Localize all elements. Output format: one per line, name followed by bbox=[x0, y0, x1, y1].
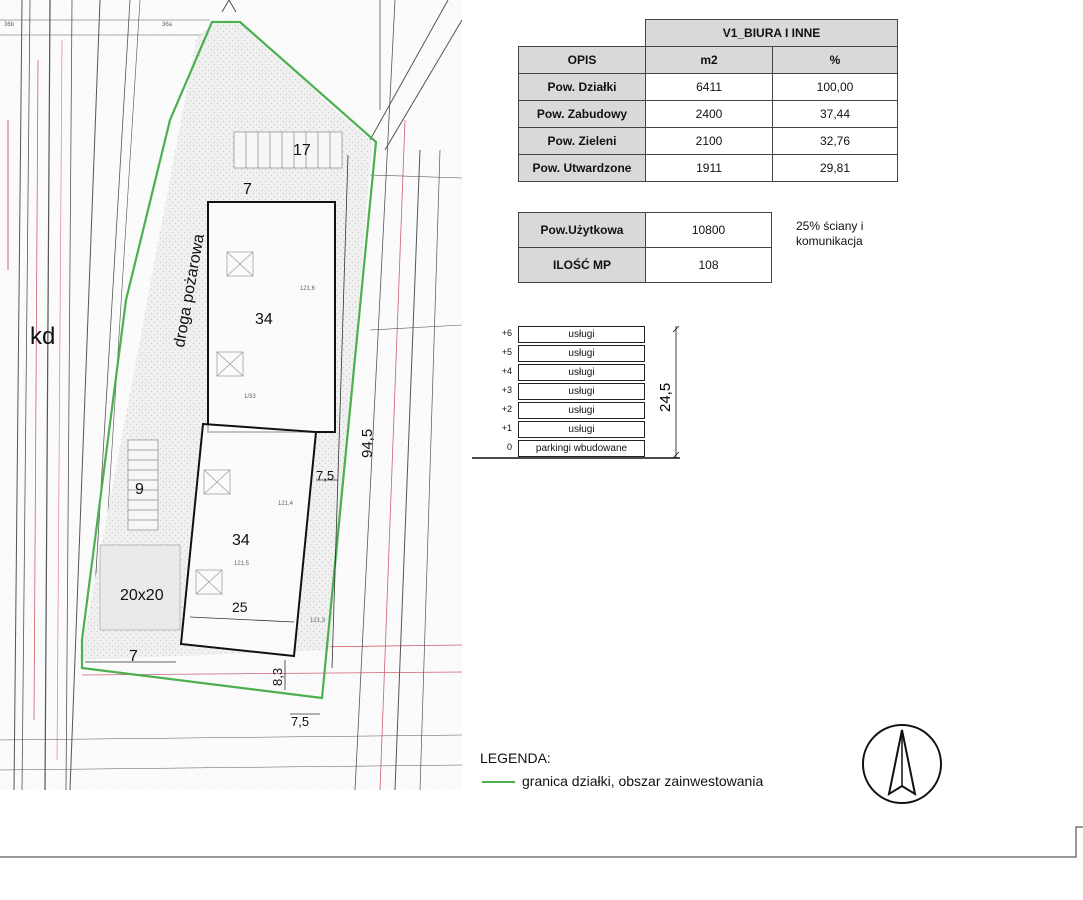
dim-setback-east: 7,5 bbox=[316, 468, 335, 483]
table-row bbox=[519, 128, 898, 155]
section-height-label: 24,5 bbox=[657, 382, 674, 412]
small-label: 121,5 bbox=[234, 561, 250, 567]
table-row bbox=[519, 248, 772, 283]
dim-setback-se: 7,5 bbox=[291, 714, 310, 729]
row-label: Pow. Zabudowy bbox=[519, 101, 646, 128]
square-label: 20x20 bbox=[120, 587, 164, 604]
table-row bbox=[519, 155, 898, 182]
small-label: 121,6 bbox=[300, 286, 316, 292]
floor-use: parkingi wbudowane bbox=[518, 440, 645, 457]
table-row bbox=[519, 213, 772, 248]
row-m2: 1911 bbox=[646, 155, 773, 182]
area-summary-table bbox=[518, 19, 898, 182]
floor-use: usługi bbox=[518, 402, 645, 419]
header-m2: m2 bbox=[646, 47, 773, 74]
walls-note-line2: komunikacja bbox=[796, 234, 863, 248]
dim-side-length: 94,5 bbox=[359, 428, 376, 458]
row-value: 108 bbox=[646, 248, 772, 283]
table-row bbox=[519, 101, 898, 128]
table-row bbox=[519, 74, 898, 101]
row-m2: 2400 bbox=[646, 101, 773, 128]
floor-level: +4 bbox=[501, 366, 512, 376]
fire-road-label: droga pożarowa bbox=[171, 232, 208, 349]
legend-line-swatch bbox=[482, 781, 515, 783]
road-label: kd bbox=[30, 323, 56, 350]
walls-note-line1: 25% ściany i bbox=[796, 219, 864, 233]
floor-level: +2 bbox=[501, 404, 512, 414]
floor-level: +1 bbox=[501, 423, 512, 433]
floor-use: usługi bbox=[518, 383, 645, 400]
floor-use: usługi bbox=[518, 364, 645, 381]
row-label: Pow. Działki bbox=[519, 74, 646, 101]
row-pct: 37,44 bbox=[773, 101, 898, 128]
header-opis: OPIS bbox=[519, 47, 646, 74]
legend-item: granica działki, obszar zainwestowania bbox=[522, 773, 764, 789]
floor-use: usługi bbox=[518, 345, 645, 362]
frame-line bbox=[0, 827, 1083, 857]
floor-use: usługi bbox=[518, 326, 645, 343]
parking-top-count: 17 bbox=[293, 142, 311, 159]
row-m2: 2100 bbox=[646, 128, 773, 155]
floor-level: +5 bbox=[501, 347, 512, 357]
small-label: 121,3 bbox=[310, 618, 326, 624]
row-pct: 29,81 bbox=[773, 155, 898, 182]
north-arrow-icon bbox=[863, 725, 941, 803]
table-title: V1_BIURA I INNE bbox=[646, 20, 898, 47]
row-label: Pow. Zieleni bbox=[519, 128, 646, 155]
floor-use: usługi bbox=[518, 421, 645, 438]
legend-title: LEGENDA: bbox=[480, 750, 551, 766]
floor-level: 0 bbox=[506, 442, 512, 452]
parking-top bbox=[234, 132, 342, 168]
header-pct: % bbox=[773, 47, 898, 74]
parking-west-count: 9 bbox=[135, 481, 144, 498]
dim-top: 7 bbox=[243, 181, 252, 198]
small-label: 1/33 bbox=[244, 394, 256, 400]
dim-width: 25 bbox=[232, 599, 248, 615]
dim-setback-south: 8,3 bbox=[270, 667, 285, 686]
floor-level: +6 bbox=[501, 328, 512, 338]
small-label: 121,4 bbox=[278, 501, 294, 507]
dim-bottom: 7 bbox=[129, 648, 138, 665]
row-label: Pow. Utwardzone bbox=[519, 155, 646, 182]
floor-level: +3 bbox=[501, 385, 512, 395]
small-label: 36a bbox=[162, 22, 173, 28]
walls-note bbox=[796, 219, 863, 249]
row-pct: 32,76 bbox=[773, 128, 898, 155]
usable-area-table bbox=[518, 212, 772, 283]
small-label: 36b bbox=[4, 22, 15, 28]
row-label: Pow.Użytkowa bbox=[519, 213, 646, 248]
row-label: ILOŚĆ MP bbox=[519, 248, 646, 283]
building-south-units: 34 bbox=[232, 532, 250, 549]
row-value: 10800 bbox=[646, 213, 772, 248]
row-m2: 6411 bbox=[646, 74, 773, 101]
row-pct: 100,00 bbox=[773, 74, 898, 101]
building-north-units: 34 bbox=[255, 311, 273, 328]
